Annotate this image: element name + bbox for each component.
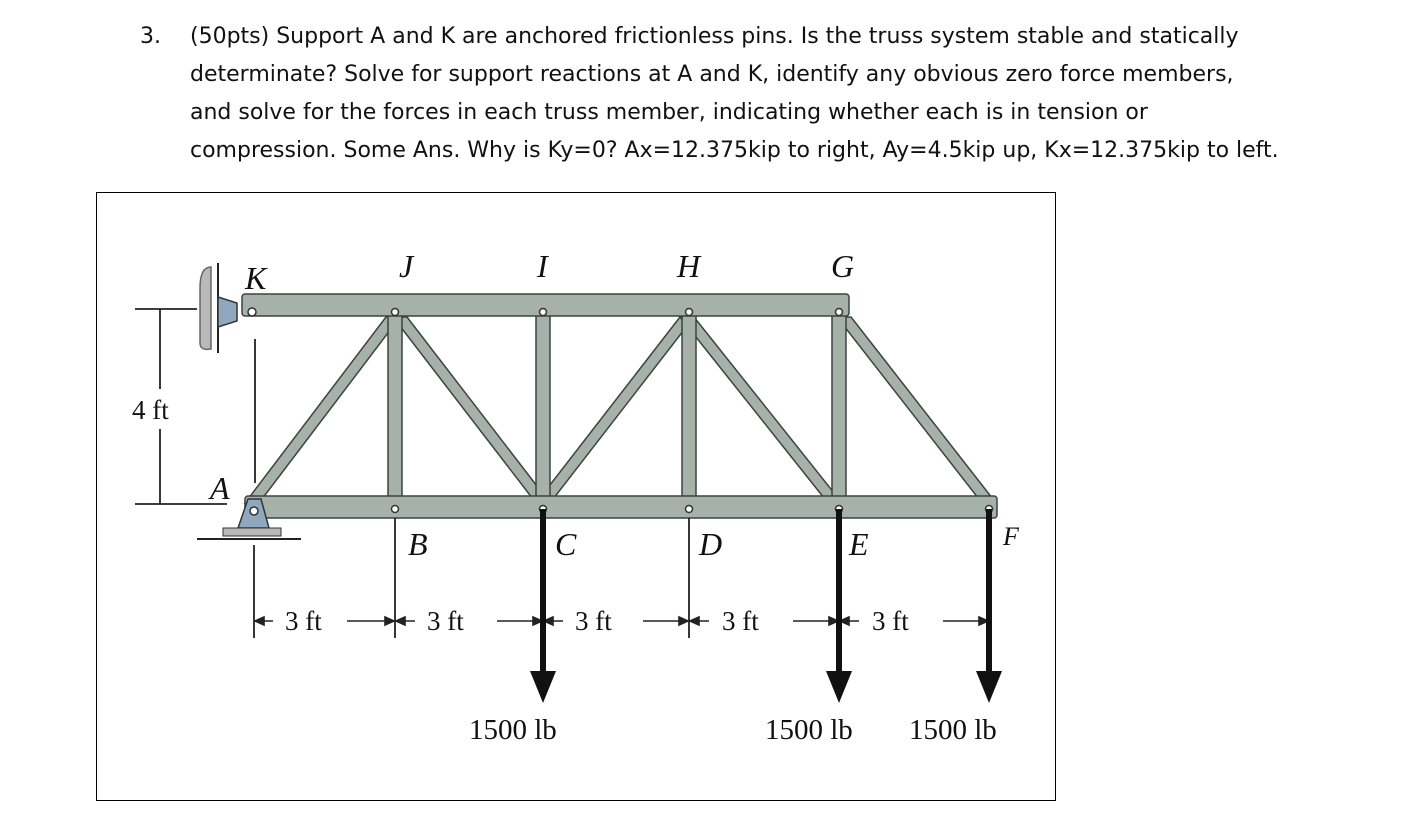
spacing-label-de: 3 ft — [722, 606, 759, 636]
load-arrowhead-e — [826, 671, 852, 703]
joint-label-h: H — [677, 248, 701, 284]
truss-figure — [96, 192, 1056, 801]
pin-g — [836, 309, 843, 316]
load-label-e: 1500 lb — [765, 714, 853, 746]
member-ch — [536, 317, 694, 503]
member-hd — [682, 313, 696, 509]
member-ic — [536, 313, 550, 509]
joint-label-i: I — [537, 248, 548, 284]
spacing-label-bc: 3 ft — [427, 606, 464, 636]
problem-statement — [0, 0, 1420, 180]
truss-web-members — [245, 313, 996, 509]
problem-line-1: (50pts) Support A and K are anchored frictionless pins. Is the truss system stable and statically — [190, 24, 1239, 49]
pin-h — [686, 309, 693, 316]
problem-line-3: and solve for the forces in each truss member, indicating whether each is in tension or — [190, 100, 1148, 125]
spacing-label-cd: 3 ft — [575, 606, 612, 636]
spacing-label-ab: 3 ft — [285, 606, 322, 636]
bottom-chord — [245, 496, 997, 518]
load-arrowhead-f — [976, 671, 1002, 703]
pin-j — [392, 309, 399, 316]
load-arrow-e — [836, 509, 842, 675]
problem-number: 3. — [140, 24, 161, 49]
load-label-c: 1500 lb — [469, 714, 557, 746]
joint-label-f: F — [1003, 522, 1019, 551]
pin-i — [540, 309, 547, 316]
joint-label-g: G — [831, 248, 855, 284]
joint-label-e: E — [849, 526, 869, 562]
joint-label-b: B — [408, 526, 428, 562]
load-label-f: 1500 lb — [909, 714, 997, 746]
member-he — [680, 317, 842, 503]
truss-diagram — [97, 193, 1056, 801]
member-jc — [393, 317, 550, 503]
load-arrowhead-c — [530, 671, 556, 703]
load-arrow-f — [986, 509, 992, 675]
height-label: 4 ft — [132, 395, 169, 425]
problem-line-4: compression. Some Ans. Why is Ky=0? Ax=12.375kip to right, Ay=4.5kip up, Kx=12.375kip to left. — [190, 138, 1279, 163]
member-ge — [832, 313, 846, 509]
joint-label-j: J — [399, 248, 414, 284]
wall-support-k — [200, 263, 218, 353]
pin-d — [686, 506, 693, 513]
member-aj — [245, 317, 400, 503]
joint-label-d: D — [699, 526, 723, 562]
member-gf — [837, 317, 996, 503]
problem-line-2: determinate? Solve for support reactions at A and K, identify any obvious zero force members, — [190, 62, 1234, 87]
joint-label-c: C — [555, 526, 577, 562]
pin-b — [392, 506, 399, 513]
joint-label-k: K — [245, 260, 267, 296]
joint-label-a: A — [210, 470, 230, 506]
member-jb — [388, 313, 402, 509]
load-arrow-c — [540, 509, 546, 675]
spacing-label-ef: 3 ft — [872, 606, 909, 636]
